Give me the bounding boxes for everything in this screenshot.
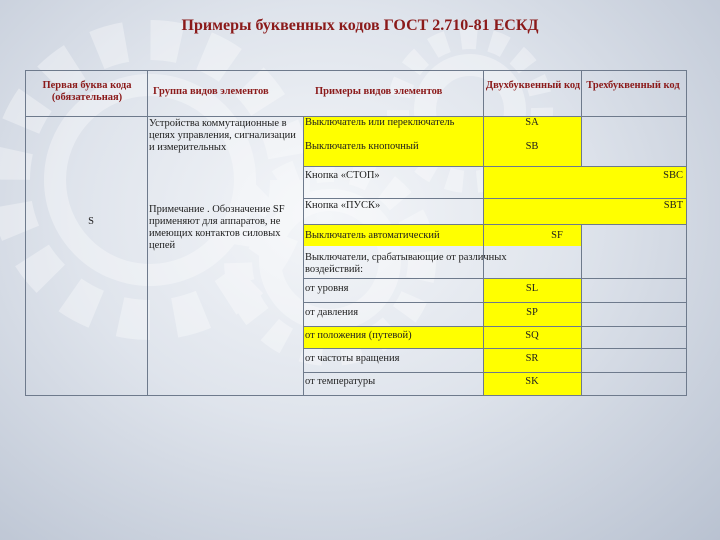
header-first-letter: Первая буква кода (обязательная) [42,80,132,103]
row-code2: SB [525,141,539,152]
header-examples: Примеры видов элементов [315,86,443,97]
row-name: Выключатель или переключатель [305,117,455,128]
row-name: от положения (путевой) [305,330,412,341]
row-code2: SK [525,376,539,387]
page-title: Примеры буквенных кодов ГОСТ 2.710-81 ЕСКД [181,17,539,34]
row-code2: SL [525,283,539,294]
row-code2: SQ [525,330,539,341]
row-code3: SBC [663,170,683,181]
header-two-letter: Двухбуквенный код [485,80,581,91]
header-three-letter: Трехбуквенный код [586,80,680,91]
row-code2: SP [526,307,538,318]
group-text: Устройства коммутационные в цепях управления, сигнализации и измерительных [149,118,296,153]
row-name: от частоты вращения [305,353,400,364]
codes-table [25,70,687,396]
row-code2: SF [551,230,563,241]
first-letter-value: S [88,216,94,227]
row-name: от давления [305,307,359,318]
note-text: Примечание . Обозначение SF применяют для аппаратов, не имеющих контактов силовых цепей [149,204,285,251]
header-group: Группа видов элементов [153,86,269,97]
row-code3: SBT [663,200,683,211]
row-code2: SA [525,117,539,128]
row-name: Кнопка «СТОП» [305,170,380,181]
row-name: от уровня [305,283,349,294]
row-name: от температуры [305,376,376,387]
row-code2: SR [525,353,539,364]
row-name: Кнопка «ПУСК» [305,200,381,211]
row-name: Выключатель кнопочный [305,141,419,152]
row-name: Выключатель автоматический [305,230,440,241]
row-name: Выключатели, срабатывающие от различных воздействий: [305,252,507,275]
